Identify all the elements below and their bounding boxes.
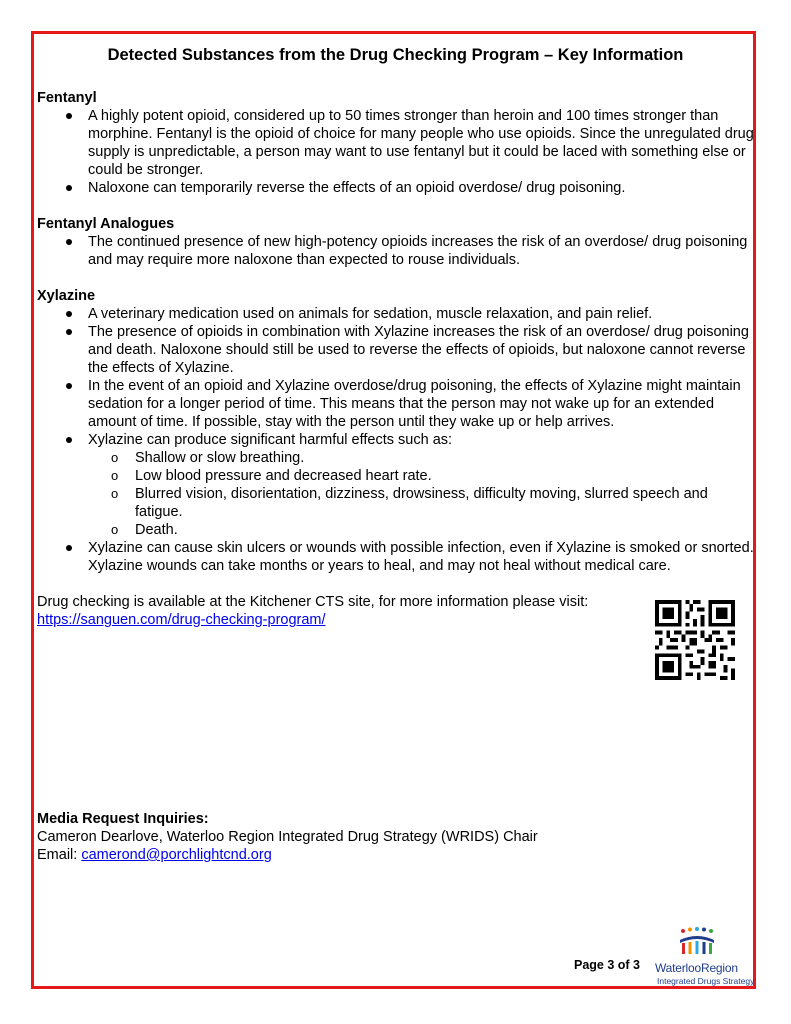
list-item: A highly potent opioid, considered up to 50 times stronger than heroin and 100 times stronger than morphine. Fentanyl is the opioid of choice for many people who use opioids. Since the unregulated drug supply is unpredictable, a person may want to use fentanyl but it could be laced with something else or could be stronger. — [37, 107, 755, 179]
media-heading: Media Request Inquiries: — [37, 811, 209, 827]
analogues-list — [37, 233, 755, 269]
email-link[interactable]: camerond@porchlightcnd.org — [81, 847, 272, 863]
section-heading-xylazine: Xylazine — [37, 288, 96, 304]
fentanyl-list — [37, 107, 755, 197]
sub-list-item: o Death. — [88, 521, 755, 539]
list-item: Xylazine can cause skin ulcers or wounds with possible infection, even if Xylazine is smoked or snorted. Xylazine wounds can take months or years to heal, and may not heal without medical care. — [37, 539, 755, 575]
section-heading-fentanyl: Fentanyl — [37, 90, 97, 106]
list-item: The continued presence of new high-potency opioids increases the risk of an overdose/ drug poisoning and may require more naloxone than expected to rouse individuals. — [37, 233, 755, 269]
qr-code-icon[interactable] — [655, 600, 735, 680]
drug-checking-link[interactable]: https://sanguen.com/drug-checking-program/ — [37, 612, 326, 628]
media-contact: Cameron Dearlove, Waterloo Region Integrated Drug Strategy (WRIDS) Chair — [37, 829, 538, 845]
sub-list-item: o Shallow or slow breathing. — [88, 449, 755, 467]
list-item: Naloxone can temporarily reverse the effects of an opioid overdose/ drug poisoning. — [37, 179, 755, 197]
list-item — [37, 431, 755, 539]
page-number: Page 3 of 3 — [574, 958, 640, 972]
list-item: A veterinary medication used on animals for sedation, muscle relaxation, and pain relief. — [37, 305, 755, 323]
sub-list-item: o Low blood pressure and decreased heart rate. — [88, 467, 755, 485]
page-title: Detected Substances from the Drug Checking Program – Key Information — [107, 46, 684, 64]
list-item: The presence of opioids in combination with Xylazine increases the risk of an overdose/ drug poisoning and death. Naloxone should still be used to reverse the effects of opioids, but naloxone cannot reverse the effects of Xylazine. — [37, 323, 755, 377]
media-contact-block — [37, 810, 538, 864]
media-email-line — [37, 846, 538, 864]
section-heading-fentanyl-analogues: Fentanyl Analogues — [37, 216, 175, 232]
drug-checking-text: Drug checking is available at the Kitchener CTS site, for more information please visit: — [37, 594, 589, 610]
list-item-label: Xylazine can produce significant harmful effects such as: — [88, 432, 453, 448]
logo-subtitle: Integrated Drugs Strategy — [657, 976, 755, 986]
email-label: Email: — [37, 847, 82, 863]
list-item: In the event of an opioid and Xylazine overdose/drug poisoning, the effects of Xylazine might maintain sedation for a longer period of time. This means that the person may not wake up for an extended amount of time. If possible, stay with the person until they wake up or help arrives. — [37, 377, 755, 431]
effects-sublist — [88, 449, 755, 539]
main-content — [37, 89, 755, 629]
sub-list-item: o Blurred vision, disorientation, dizziness, drowsiness, difficulty moving, slurred speech and fatigue. — [88, 485, 755, 521]
xylazine-list — [37, 305, 755, 575]
logo-name: WaterlooRegion — [655, 961, 738, 975]
